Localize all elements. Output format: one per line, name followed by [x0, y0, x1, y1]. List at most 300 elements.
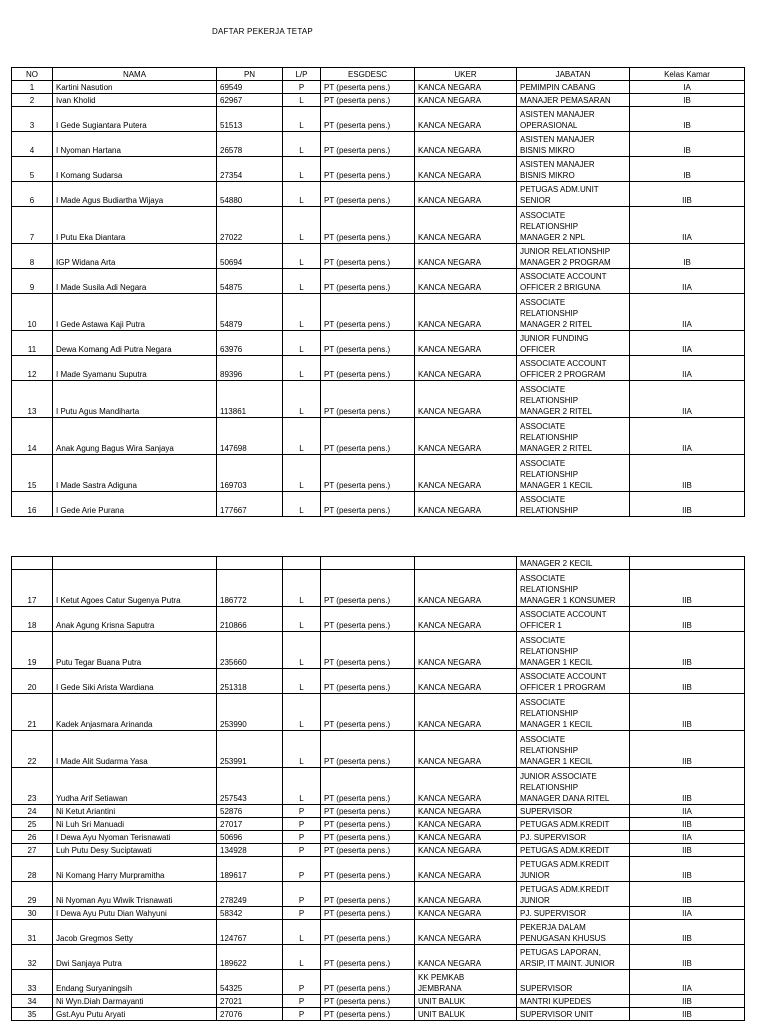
table-header-row: [12, 68, 745, 81]
cell-pn: 169703: [217, 455, 283, 492]
cell-jabatan: [517, 768, 630, 805]
cell-jabatan: [517, 418, 630, 455]
jabatan-line: ASISTEN MANAJER: [520, 135, 595, 144]
cell-nama: I Komang Sudarsa: [53, 157, 217, 182]
cell-jabatan: [517, 844, 630, 857]
cell-uker: UNIT BALUK: [415, 1008, 517, 1021]
cell-no: 9: [12, 269, 53, 294]
cell-kelas-kamar: IIA: [630, 331, 745, 356]
table-row: [12, 157, 745, 182]
cell-lp: L: [283, 920, 321, 945]
cell-lp: P: [283, 844, 321, 857]
cell-uker: KANCA NEGARA: [415, 207, 517, 244]
cell-esgdesc: PT (peserta pens.): [321, 669, 415, 694]
cell-lp: L: [283, 207, 321, 244]
cell-uker: KANCA NEGARA: [415, 920, 517, 945]
cell-pn: 69549: [217, 81, 283, 94]
jabatan-line: ASSOCIATE: [520, 385, 566, 394]
cell-lp: L: [283, 492, 321, 517]
cell-kelas-kamar: IIA: [630, 970, 745, 995]
table-row: [12, 94, 745, 107]
cell-lp: P: [283, 805, 321, 818]
cell-esgdesc: [321, 557, 415, 570]
table-row: [12, 81, 745, 94]
cell-jabatan: [517, 920, 630, 945]
jabatan-line: RELATIONSHIP: [520, 433, 579, 442]
cell-pn: 27076: [217, 1008, 283, 1021]
cell-jabatan: [517, 694, 630, 731]
cell-kelas-kamar: IA: [630, 81, 745, 94]
cell-jabatan: [517, 669, 630, 694]
cell-no: 18: [12, 607, 53, 632]
cell-pn: 189622: [217, 945, 283, 970]
cell-kelas-kamar: IIB: [630, 768, 745, 805]
cell-no: 35: [12, 1008, 53, 1021]
jabatan-line: OFFICER 2 BRIGUNA: [520, 283, 601, 292]
cell-nama: I Made Alit Sudarma Yasa: [53, 731, 217, 768]
jabatan-line: ASSOCIATE ACCOUNT: [520, 672, 607, 681]
cell-lp: L: [283, 356, 321, 381]
cell-lp: L: [283, 381, 321, 418]
cell-esgdesc: PT (peserta pens.): [321, 882, 415, 907]
table-row: [12, 907, 745, 920]
cell-pn: 51513: [217, 107, 283, 132]
jabatan-line: JUNIOR RELATIONSHIP: [520, 247, 611, 256]
cell-no: 30: [12, 907, 53, 920]
jabatan-line: OFFICER 2 PROGRAM: [520, 370, 606, 379]
jabatan-line: MANAGER 2 PROGRAM: [520, 258, 611, 267]
cell-uker: KANCA NEGARA: [415, 182, 517, 207]
cell-nama: Ivan Kholid: [53, 94, 217, 107]
cell-jabatan: [517, 94, 630, 107]
table-row: [12, 632, 745, 669]
cell-no: 6: [12, 182, 53, 207]
cell-esgdesc: PT (peserta pens.): [321, 331, 415, 356]
cell-uker: KANCA NEGARA: [415, 294, 517, 331]
cell-kelas-kamar: IIB: [630, 455, 745, 492]
jabatan-line: MANAGER 1 KECIL: [520, 720, 593, 729]
cell-uker: [415, 557, 517, 570]
cell-lp: L: [283, 182, 321, 207]
cell-esgdesc: PT (peserta pens.): [321, 857, 415, 882]
cell-esgdesc: PT (peserta pens.): [321, 920, 415, 945]
cell-nama: I Gede Arie Purana: [53, 492, 217, 517]
cell-nama: Ni Komang Harry Murpramitha: [53, 857, 217, 882]
cell-jabatan: [517, 331, 630, 356]
table-row: [12, 669, 745, 694]
jabatan-line: JUNIOR: [520, 871, 550, 880]
cell-kelas-kamar: [630, 557, 745, 570]
cell-jabatan: [517, 570, 630, 607]
cell-pn: 113861: [217, 381, 283, 418]
jabatan-line: OFFICER 1: [520, 621, 562, 630]
cell-no: 27: [12, 844, 53, 857]
cell-lp: P: [283, 1008, 321, 1021]
header-pn: PN: [217, 68, 283, 81]
cell-kelas-kamar: IIB: [630, 945, 745, 970]
cell-esgdesc: PT (peserta pens.): [321, 157, 415, 182]
jabatan-line: MANAJER PEMASARAN: [520, 96, 611, 105]
cell-nama: Jacob Gregmos Setty: [53, 920, 217, 945]
table-row: [12, 920, 745, 945]
cell-jabatan: [517, 81, 630, 94]
cell-jabatan: [517, 381, 630, 418]
cell-no: 13: [12, 381, 53, 418]
cell-esgdesc: PT (peserta pens.): [321, 831, 415, 844]
jabatan-line: ASSOCIATE ACCOUNT: [520, 272, 607, 281]
cell-uker: KANCA NEGARA: [415, 731, 517, 768]
cell-jabatan: [517, 995, 630, 1008]
cell-jabatan: [517, 818, 630, 831]
jabatan-line: ASSOCIATE: [520, 636, 566, 645]
jabatan-line: PJ. SUPERVISOR: [520, 909, 587, 918]
cell-lp: L: [283, 94, 321, 107]
jabatan-line: ASISTEN MANAJER: [520, 110, 595, 119]
cell-uker: KANCA NEGARA: [415, 607, 517, 632]
table-row: [12, 244, 745, 269]
cell-uker: KANCA NEGARA: [415, 945, 517, 970]
cell-pn: 134928: [217, 844, 283, 857]
uker-line: KK PEMKAB: [418, 973, 465, 982]
cell-uker: KANCA NEGARA: [415, 418, 517, 455]
cell-kelas-kamar: IIB: [630, 920, 745, 945]
cell-kelas-kamar: IIA: [630, 831, 745, 844]
cell-uker: UNIT BALUK: [415, 995, 517, 1008]
cell-lp: [283, 557, 321, 570]
jabatan-line: MANAGER 1 KECIL: [520, 481, 593, 490]
jabatan-line: OFFICER: [520, 345, 556, 354]
cell-uker: KANCA NEGARA: [415, 269, 517, 294]
cell-kelas-kamar: IIB: [630, 882, 745, 907]
cell-esgdesc: PT (peserta pens.): [321, 1008, 415, 1021]
cell-esgdesc: PT (peserta pens.): [321, 269, 415, 294]
cell-lp: L: [283, 269, 321, 294]
cell-jabatan: [517, 731, 630, 768]
cell-jabatan: [517, 492, 630, 517]
jabatan-line: SUPERVISOR UNIT: [520, 1010, 594, 1019]
jabatan-line: ASSOCIATE: [520, 735, 566, 744]
jabatan-line: ASSOCIATE: [520, 211, 566, 220]
cell-uker: KANCA NEGARA: [415, 244, 517, 269]
cell-uker: KANCA NEGARA: [415, 907, 517, 920]
cell-esgdesc: PT (peserta pens.): [321, 995, 415, 1008]
cell-pn: 253990: [217, 694, 283, 731]
cell-jabatan: [517, 356, 630, 381]
cell-uker: KANCA NEGARA: [415, 805, 517, 818]
cell-no: 31: [12, 920, 53, 945]
cell-pn: 278249: [217, 882, 283, 907]
cell-pn: 26578: [217, 132, 283, 157]
cell-nama: Putu Tegar Buana Putra: [53, 632, 217, 669]
employee-table-part-2: [11, 556, 745, 1021]
cell-jabatan: [517, 857, 630, 882]
cell-kelas-kamar: IIA: [630, 907, 745, 920]
cell-no: 16: [12, 492, 53, 517]
cell-jabatan: [517, 805, 630, 818]
cell-pn: 89396: [217, 356, 283, 381]
cell-kelas-kamar: IB: [630, 157, 745, 182]
cell-no: 20: [12, 669, 53, 694]
jabatan-line: RELATIONSHIP: [520, 585, 579, 594]
cell-kelas-kamar: IIA: [630, 381, 745, 418]
cell-pn: 124767: [217, 920, 283, 945]
table-row: [12, 694, 745, 731]
cell-esgdesc: PT (peserta pens.): [321, 907, 415, 920]
cell-jabatan: [517, 269, 630, 294]
cell-jabatan: [517, 882, 630, 907]
cell-no: 34: [12, 995, 53, 1008]
cell-kelas-kamar: IIB: [630, 492, 745, 517]
cell-kelas-kamar: IIA: [630, 269, 745, 294]
jabatan-line: SUPERVISOR: [520, 984, 573, 993]
jabatan-line: PENUGASAN KHUSUS: [520, 934, 606, 943]
cell-lp: P: [283, 818, 321, 831]
cell-esgdesc: PT (peserta pens.): [321, 607, 415, 632]
table-row: [12, 356, 745, 381]
cell-pn: 235660: [217, 632, 283, 669]
cell-uker: KANCA NEGARA: [415, 669, 517, 694]
cell-nama: Anak Agung Bagus Wira Sanjaya: [53, 418, 217, 455]
cell-esgdesc: PT (peserta pens.): [321, 768, 415, 805]
cell-no: 1: [12, 81, 53, 94]
cell-no: 12: [12, 356, 53, 381]
jabatan-line: PETUGAS ADM.KREDIT: [520, 820, 610, 829]
cell-esgdesc: PT (peserta pens.): [321, 970, 415, 995]
table-row: [12, 857, 745, 882]
jabatan-line: JUNIOR ASSOCIATE: [520, 772, 597, 781]
jabatan-line: RELATIONSHIP: [520, 506, 579, 515]
cell-lp: L: [283, 455, 321, 492]
cell-lp: L: [283, 132, 321, 157]
cell-esgdesc: PT (peserta pens.): [321, 492, 415, 517]
cell-jabatan: [517, 945, 630, 970]
cell-kelas-kamar: IIB: [630, 694, 745, 731]
jabatan-line: ASSOCIATE: [520, 459, 566, 468]
jabatan-line: MANAGER 2 RITEL: [520, 407, 593, 416]
cell-esgdesc: PT (peserta pens.): [321, 381, 415, 418]
cell-nama: Dwi Sanjaya Putra: [53, 945, 217, 970]
table-row: [12, 557, 745, 570]
cell-nama: I Nyoman Hartana: [53, 132, 217, 157]
cell-pn: 27354: [217, 157, 283, 182]
cell-no: 19: [12, 632, 53, 669]
cell-lp: P: [283, 857, 321, 882]
table-row: [12, 995, 745, 1008]
cell-lp: P: [283, 907, 321, 920]
uker-line: JEMBRANA: [418, 984, 462, 993]
cell-pn: 50696: [217, 831, 283, 844]
jabatan-line: JUNIOR: [520, 896, 550, 905]
cell-kelas-kamar: IIB: [630, 182, 745, 207]
cell-nama: Ni Ketut Ariantini: [53, 805, 217, 818]
cell-jabatan: [517, 207, 630, 244]
cell-esgdesc: PT (peserta pens.): [321, 694, 415, 731]
cell-kelas-kamar: IIB: [630, 857, 745, 882]
cell-kelas-kamar: IIB: [630, 1008, 745, 1021]
cell-kelas-kamar: IIA: [630, 805, 745, 818]
cell-nama: Ni Nyoman Ayu Wiwik Trisnawati: [53, 882, 217, 907]
cell-nama: Endang Suryaningsih: [53, 970, 217, 995]
cell-kelas-kamar: IIB: [630, 844, 745, 857]
cell-lp: P: [283, 831, 321, 844]
cell-uker: [415, 970, 517, 995]
cell-uker: KANCA NEGARA: [415, 844, 517, 857]
jabatan-line: RELATIONSHIP: [520, 783, 579, 792]
cell-uker: KANCA NEGARA: [415, 882, 517, 907]
jabatan-line: MANAGER 1 KECIL: [520, 757, 593, 766]
header-kelas-kamar: Kelas Kamar: [630, 68, 745, 81]
jabatan-line: OFFICER 1 PROGRAM: [520, 683, 606, 692]
cell-nama: I Ketut Agoes Catur Sugenya Putra: [53, 570, 217, 607]
table-row: [12, 331, 745, 356]
jabatan-line: ASSOCIATE: [520, 698, 566, 707]
table-row: [12, 970, 745, 995]
cell-nama: I Dewa Ayu Putu Dian Wahyuni: [53, 907, 217, 920]
cell-kelas-kamar: IIA: [630, 356, 745, 381]
jabatan-line: ASSOCIATE ACCOUNT: [520, 359, 607, 368]
cell-lp: P: [283, 995, 321, 1008]
cell-jabatan: [517, 244, 630, 269]
jabatan-line: PEMIMPIN CABANG: [520, 83, 596, 92]
cell-esgdesc: PT (peserta pens.): [321, 570, 415, 607]
cell-no: 3: [12, 107, 53, 132]
cell-jabatan: [517, 157, 630, 182]
cell-nama: IGP Widana Arta: [53, 244, 217, 269]
cell-uker: KANCA NEGARA: [415, 632, 517, 669]
cell-lp: P: [283, 882, 321, 907]
cell-pn: 257543: [217, 768, 283, 805]
jabatan-line: ARSIP, IT MAINT. JUNIOR: [520, 959, 615, 968]
cell-lp: L: [283, 331, 321, 356]
jabatan-line: OPERASIONAL: [520, 121, 578, 130]
cell-nama: [53, 557, 217, 570]
cell-no: 11: [12, 331, 53, 356]
cell-nama: Anak Agung Krisna Saputra: [53, 607, 217, 632]
table-row: [12, 492, 745, 517]
cell-kelas-kamar: IB: [630, 107, 745, 132]
cell-pn: 58342: [217, 907, 283, 920]
employee-table-part-1: [11, 67, 745, 517]
cell-pn: 147698: [217, 418, 283, 455]
cell-nama: I Made Agus Budiartha Wijaya: [53, 182, 217, 207]
cell-no: 28: [12, 857, 53, 882]
cell-jabatan: [517, 107, 630, 132]
table-row: [12, 844, 745, 857]
jabatan-line: MANAGER 2 NPL: [520, 233, 585, 242]
cell-uker: KANCA NEGARA: [415, 81, 517, 94]
cell-kelas-kamar: IIA: [630, 418, 745, 455]
cell-esgdesc: PT (peserta pens.): [321, 418, 415, 455]
jabatan-line: MANAGER 2 RITEL: [520, 444, 593, 453]
cell-no: 10: [12, 294, 53, 331]
cell-kelas-kamar: IIB: [630, 570, 745, 607]
cell-lp: P: [283, 81, 321, 94]
cell-uker: KANCA NEGARA: [415, 356, 517, 381]
cell-no: 24: [12, 805, 53, 818]
cell-kelas-kamar: IB: [630, 244, 745, 269]
cell-jabatan: [517, 557, 630, 570]
cell-esgdesc: PT (peserta pens.): [321, 356, 415, 381]
cell-esgdesc: PT (peserta pens.): [321, 455, 415, 492]
cell-esgdesc: PT (peserta pens.): [321, 818, 415, 831]
table-row: [12, 945, 745, 970]
jabatan-line: PETUGAS ADM.UNIT: [520, 185, 599, 194]
cell-esgdesc: PT (peserta pens.): [321, 731, 415, 768]
header-no: NO: [12, 68, 53, 81]
cell-pn: 50694: [217, 244, 283, 269]
header-esgdesc: ESGDESC: [321, 68, 415, 81]
cell-pn: 52876: [217, 805, 283, 818]
cell-no: 33: [12, 970, 53, 995]
cell-jabatan: [517, 907, 630, 920]
cell-kelas-kamar: IIA: [630, 294, 745, 331]
cell-kelas-kamar: IIB: [630, 632, 745, 669]
cell-nama: Kadek Anjasmara Arinanda: [53, 694, 217, 731]
cell-jabatan: [517, 607, 630, 632]
table-row: [12, 132, 745, 157]
table-row: [12, 269, 745, 294]
cell-pn: 189617: [217, 857, 283, 882]
cell-pn: 62967: [217, 94, 283, 107]
cell-nama: I Gede Astawa Kaji Putra: [53, 294, 217, 331]
cell-uker: KANCA NEGARA: [415, 857, 517, 882]
cell-no: 4: [12, 132, 53, 157]
cell-uker: KANCA NEGARA: [415, 331, 517, 356]
table-row: [12, 818, 745, 831]
cell-jabatan: [517, 1008, 630, 1021]
document-title: DAFTAR PEKERJA TETAP: [212, 27, 313, 36]
cell-lp: L: [283, 107, 321, 132]
cell-nama: Luh Putu Desy Suciptawati: [53, 844, 217, 857]
cell-uker: KANCA NEGARA: [415, 570, 517, 607]
cell-pn: 210866: [217, 607, 283, 632]
cell-nama: I Made Susila Adi Negara: [53, 269, 217, 294]
cell-uker: KANCA NEGARA: [415, 694, 517, 731]
jabatan-line: BISNIS MIKRO: [520, 146, 575, 155]
cell-kelas-kamar: IIB: [630, 818, 745, 831]
jabatan-line: BISNIS MIKRO: [520, 171, 575, 180]
cell-pn: 27021: [217, 995, 283, 1008]
cell-kelas-kamar: IIB: [630, 607, 745, 632]
cell-lp: L: [283, 244, 321, 269]
jabatan-line: ASSOCIATE: [520, 574, 566, 583]
jabatan-line: RELATIONSHIP: [520, 647, 579, 656]
table-row: [12, 731, 745, 768]
cell-pn: 54879: [217, 294, 283, 331]
cell-lp: L: [283, 418, 321, 455]
cell-lp: L: [283, 694, 321, 731]
table-row: [12, 607, 745, 632]
cell-jabatan: [517, 632, 630, 669]
cell-pn: 54880: [217, 182, 283, 207]
cell-uker: KANCA NEGARA: [415, 381, 517, 418]
cell-nama: Ni Wyn.Diah Darmayanti: [53, 995, 217, 1008]
cell-uker: KANCA NEGARA: [415, 94, 517, 107]
cell-kelas-kamar: IB: [630, 94, 745, 107]
cell-kelas-kamar: IIA: [630, 207, 745, 244]
jabatan-line: PEKERJA DALAM: [520, 923, 586, 932]
cell-no: 15: [12, 455, 53, 492]
cell-esgdesc: PT (peserta pens.): [321, 244, 415, 269]
table-row: [12, 805, 745, 818]
cell-nama: Gst.Ayu Putu Aryati: [53, 1008, 217, 1021]
header-lp: L/P: [283, 68, 321, 81]
jabatan-line: MANTRI KUPEDES: [520, 997, 592, 1006]
cell-lp: L: [283, 570, 321, 607]
cell-pn: 54875: [217, 269, 283, 294]
cell-jabatan: [517, 831, 630, 844]
cell-kelas-kamar: IIB: [630, 731, 745, 768]
